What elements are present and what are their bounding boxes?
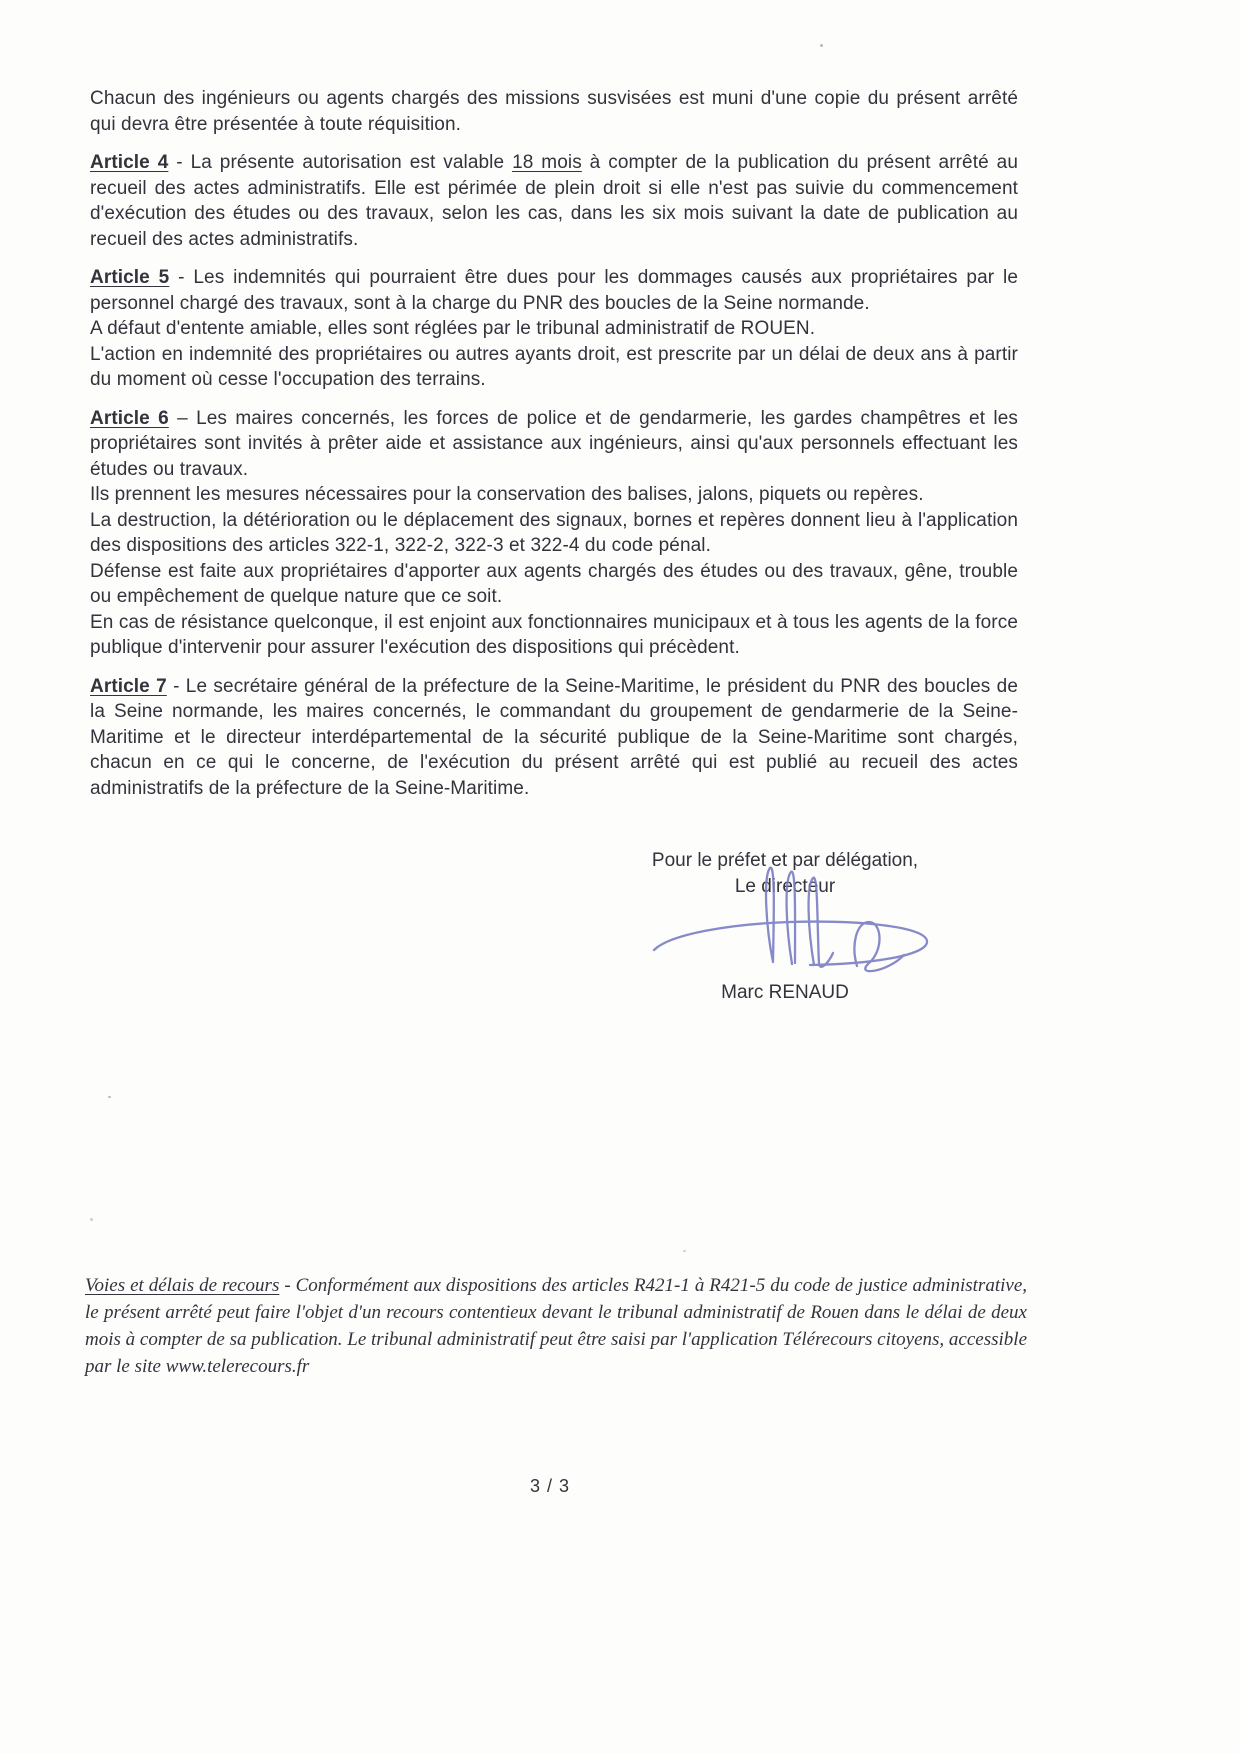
legal-notice xyxy=(85,1272,1027,1380)
signature-block xyxy=(600,848,970,1006)
text-run: A défaut d'entente amiable, elles sont réglées par le tribunal administratif de ROUEN. xyxy=(90,318,816,339)
underlined-text: Voies et délais de recours xyxy=(85,1275,280,1296)
paragraph xyxy=(90,610,1018,661)
signature-scribble-area xyxy=(600,900,970,980)
paragraph xyxy=(90,316,1018,342)
text-run: - Les indemnités qui pourraient être dues pour les dommages causés aux propriétaires par le personnel chargé des travaux, sont à la charge du PNR des boucles de la Seine normande. xyxy=(90,267,1018,314)
article-4 xyxy=(90,150,1018,252)
paragraph xyxy=(90,674,1018,802)
text-run: - Conformément aux dispositions des articles R421-1 à R421-5 du code de justice administrative, le présent arrêté peut faire l'objet d'un recours contentieux devant le tribunal administratif de Rouen dans le délai de deux mois à compter de sa publication. Le tribunal administratif peut être saisi par l'application Télérecours citoyens, accessible par le site www.telerecours.fr xyxy=(85,1275,1028,1377)
text-run: En cas de résistance quelconque, il est enjoint aux fonctionnaires municipaux et à tous les agents de la force publique d'intervenir pour assurer l'exécution des dispositions qui précèdent. xyxy=(90,611,1018,658)
article-5 xyxy=(90,265,1018,393)
article-7 xyxy=(90,674,1018,802)
scan-speckle xyxy=(90,1218,93,1221)
text-run: L'action en indemnité des propriétaires ou autres ayants droit, est prescrite par un délai de deux ans à partir du moment où cesse l'occupation des terrains. xyxy=(90,343,1018,390)
text-run: – Les maires concernés, les forces de police et de gendarmerie, les gardes champêtres et les propriétaires sont invités à prêter aide et assistance aux ingénieurs, ainsi qu'aux personnels effectuant les études ou travaux. xyxy=(90,407,1018,480)
paragraph xyxy=(90,482,1018,508)
page-number: 3 / 3 xyxy=(529,1476,571,1496)
document-body xyxy=(90,86,1018,814)
article-label: Article 6 xyxy=(90,407,169,429)
underlined-text: 18 mois xyxy=(512,152,582,173)
text-run: La destruction, la détérioration ou le déplacement des signaux, bornes et repères donnent lieu à l'application des dispositions des articles 322-1, 322-2, 322-3 et 322-4 du code pénal. xyxy=(90,509,1018,556)
text-run: Défense est faite aux propriétaires d'apporter aux agents chargés des études ou des travaux, gêne, trouble ou empêchement de quelque nature que ce soit. xyxy=(90,560,1018,607)
paragraph xyxy=(90,508,1018,559)
intro-paragraph xyxy=(90,86,1018,137)
text-run: à compter de la publication du présent arrêté au recueil des actes administratifs. Elle est périmée de plein droit si elle n'est pas suivie du commencement d'exécution des études ou des travaux, selon les cas, dans les six mois suivant la date de publication au recueil des actes administratifs. xyxy=(90,152,1018,250)
signature-title-line: Le directeur xyxy=(734,876,836,897)
paragraph xyxy=(90,86,1018,137)
text-run: - Le secrétaire général de la préfecture de la Seine-Maritime, le président du PNR des boucles de la Seine normande, les maires concernés, le commandant du groupement de gendarmerie de la Seine-Maritime et le directeur interdépartemental de la sécurité publique de la Seine-Maritime sont chargés, chacun en ce qui le concerne, de l'exécution du présent arrêté qui est publié au recueil des actes administratifs de la préfecture de la Seine-Maritime. xyxy=(90,675,1018,799)
signature-delegation-line: Pour le préfet et par délégation, xyxy=(651,850,919,871)
signature-ink-icon xyxy=(642,842,932,992)
text-run: - La présente autorisation est valable xyxy=(168,152,513,173)
article-label: Article 7 xyxy=(90,675,167,697)
text-run: Chacun des ingénieurs ou agents chargés des missions susvisées est muni d'une copie du présent arrêté qui devra être présentée à toute réquisition. xyxy=(90,88,1018,135)
signatory-name: Marc RENAUD xyxy=(721,982,849,1003)
paragraph xyxy=(90,559,1018,610)
paragraph xyxy=(90,265,1018,316)
scan-speckle xyxy=(820,44,823,47)
article-6 xyxy=(90,406,1018,661)
article-label: Article 5 xyxy=(90,267,170,288)
paragraph xyxy=(90,150,1018,252)
paragraph xyxy=(90,406,1018,483)
article-label: Article 4 xyxy=(90,152,169,173)
scan-speckle xyxy=(683,1250,686,1252)
scan-speckle xyxy=(108,1096,111,1098)
text-run: Ils prennent les mesures nécessaires pour la conservation des balises, jalons, piquets ou repères. xyxy=(90,484,924,505)
legal-notice-text xyxy=(85,1272,1027,1380)
paragraph xyxy=(90,342,1018,393)
